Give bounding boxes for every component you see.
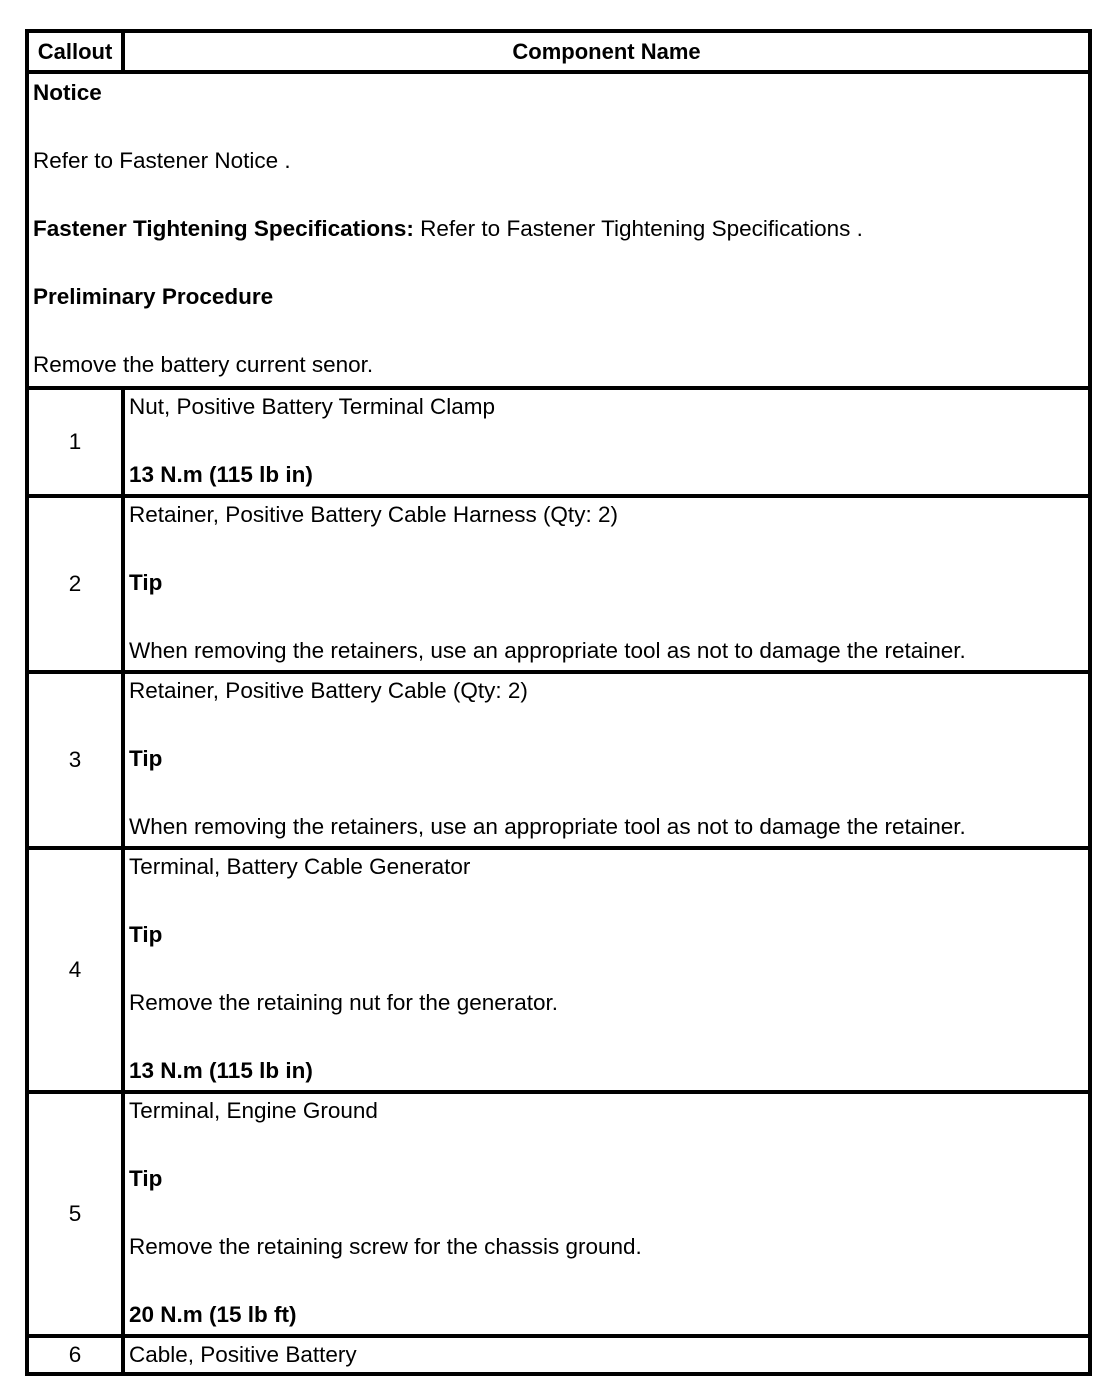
component-cell xyxy=(123,672,1090,848)
tip-text: Remove the retaining nut for the generator. xyxy=(129,990,559,1015)
notice-cell xyxy=(27,72,1090,388)
preliminary-procedure-title: Preliminary Procedure xyxy=(33,284,274,309)
callout-number: 6 xyxy=(27,1336,123,1374)
tip-text: Remove the retaining screw for the chassis ground. xyxy=(129,1234,642,1259)
table-row xyxy=(27,672,1090,848)
component-table xyxy=(25,29,1092,1376)
tip-label: Tip xyxy=(129,570,163,595)
component-cell xyxy=(123,496,1090,672)
callout-number: 1 xyxy=(27,388,123,496)
tip-text: When removing the retainers, use an appropriate tool as not to damage the retainer. xyxy=(129,638,966,663)
table-header-row xyxy=(27,31,1090,72)
header-component-name: Component Name xyxy=(123,31,1090,72)
notice-refer-text: Refer to Fastener Notice . xyxy=(33,148,291,173)
table-row xyxy=(27,1092,1090,1336)
component-cell xyxy=(123,388,1090,496)
table-row xyxy=(27,496,1090,672)
table-row xyxy=(27,388,1090,496)
preliminary-procedure-text: Remove the battery current senor. xyxy=(33,352,374,377)
callout-number: 3 xyxy=(27,672,123,848)
notice-row xyxy=(27,72,1090,388)
torque-spec: 20 N.m (15 lb ft) xyxy=(129,1302,297,1327)
component-cell xyxy=(123,848,1090,1092)
tip-label: Tip xyxy=(129,922,163,947)
torque-spec: 13 N.m (115 lb in) xyxy=(129,1058,313,1083)
component-name: Retainer, Positive Battery Cable (Qty: 2) xyxy=(129,678,528,703)
callout-number: 5 xyxy=(27,1092,123,1336)
fastener-spec-line xyxy=(33,212,1088,246)
component-table-container xyxy=(25,29,1088,1376)
component-name: Terminal, Battery Cable Generator xyxy=(129,854,471,879)
component-cell xyxy=(123,1336,1090,1374)
tip-text: When removing the retainers, use an appropriate tool as not to damage the retainer. xyxy=(129,814,966,839)
component-name: Terminal, Engine Ground xyxy=(129,1098,378,1123)
component-name: Cable, Positive Battery xyxy=(129,1342,357,1367)
tip-label: Tip xyxy=(129,746,163,771)
component-name: Retainer, Positive Battery Cable Harness (Qty: 2) xyxy=(129,502,618,527)
notice-title: Notice xyxy=(33,80,102,105)
tip-label: Tip xyxy=(129,1166,163,1191)
fastener-spec-label: Fastener Tightening Specifications: xyxy=(33,216,414,241)
torque-spec: 13 N.m (115 lb in) xyxy=(129,462,313,487)
callout-number: 4 xyxy=(27,848,123,1092)
fastener-spec-text: Refer to Fastener Tightening Specifications . xyxy=(413,216,863,241)
callout-number: 2 xyxy=(27,496,123,672)
component-cell xyxy=(123,1092,1090,1336)
component-name: Nut, Positive Battery Terminal Clamp xyxy=(129,394,495,419)
table-row xyxy=(27,848,1090,1092)
header-callout: Callout xyxy=(27,31,123,72)
table-row xyxy=(27,1336,1090,1374)
